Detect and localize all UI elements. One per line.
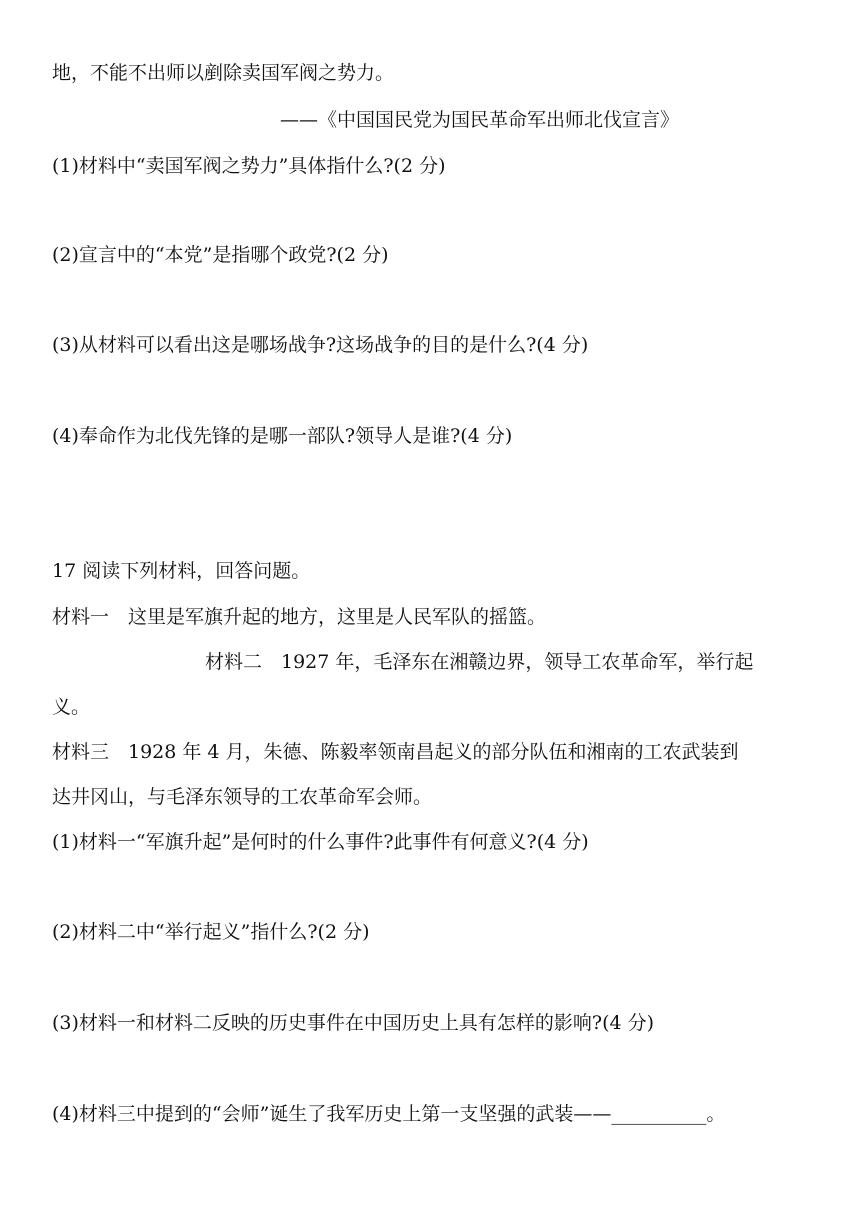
q17-question-1: (1)材料一“军旗升起”是何时的什么事件?此事件有何意义?(4 分) — [52, 831, 589, 853]
q17-question-3: (3)材料一和材料二反映的历史事件在中国历史上具有怎样的影响?(4 分) — [52, 1012, 655, 1034]
q17-material-3-line-1: 材料三 1928 年 4 月，朱德、陈毅率领南昌起义的部分队伍和湘南的工农武装到 — [52, 741, 739, 763]
q17-material-1: 材料一 这里是军旗升起的地方，这里是人民军队的摇篮。 — [52, 606, 547, 628]
q17-material-3-line-2: 达井冈山，与毛泽东领导的工农革命军会师。 — [52, 786, 433, 808]
q17-question-2: (2)材料二中“举行起义”指什么?(2 分) — [52, 921, 370, 943]
q16-question-1: (1)材料中“卖国军阀之势力”具体指什么?(2 分) — [52, 155, 446, 177]
q17-heading: 17 阅读下列材料，回答问题。 — [52, 560, 311, 582]
q17-material-2-line-2: 义。 — [52, 696, 91, 718]
intro-source: ——《中国国民党为国民革命军出师北伐宣言》 — [280, 109, 680, 131]
q17-material-2-line-1: 材料二 1927 年，毛泽东在湘赣边界，领导工农革命军，举行起 — [205, 651, 754, 673]
q17-question-4: (4)材料三中提到的“会师”诞生了我军历史上第一支坚强的武装——__________。 — [52, 1103, 726, 1125]
q16-question-2: (2)宣言中的“本党”是指哪个政党?(2 分) — [52, 244, 389, 266]
q16-question-4: (4)奉命作为北伐先锋的是哪一部队?领导人是谁?(4 分) — [52, 425, 513, 447]
intro-continuation: 地，不能不出师以剷除卖国军阀之势力。 — [52, 62, 395, 84]
q16-question-3: (3)从材料可以看出这是哪场战争?这场战争的目的是什么?(4 分) — [52, 334, 589, 356]
